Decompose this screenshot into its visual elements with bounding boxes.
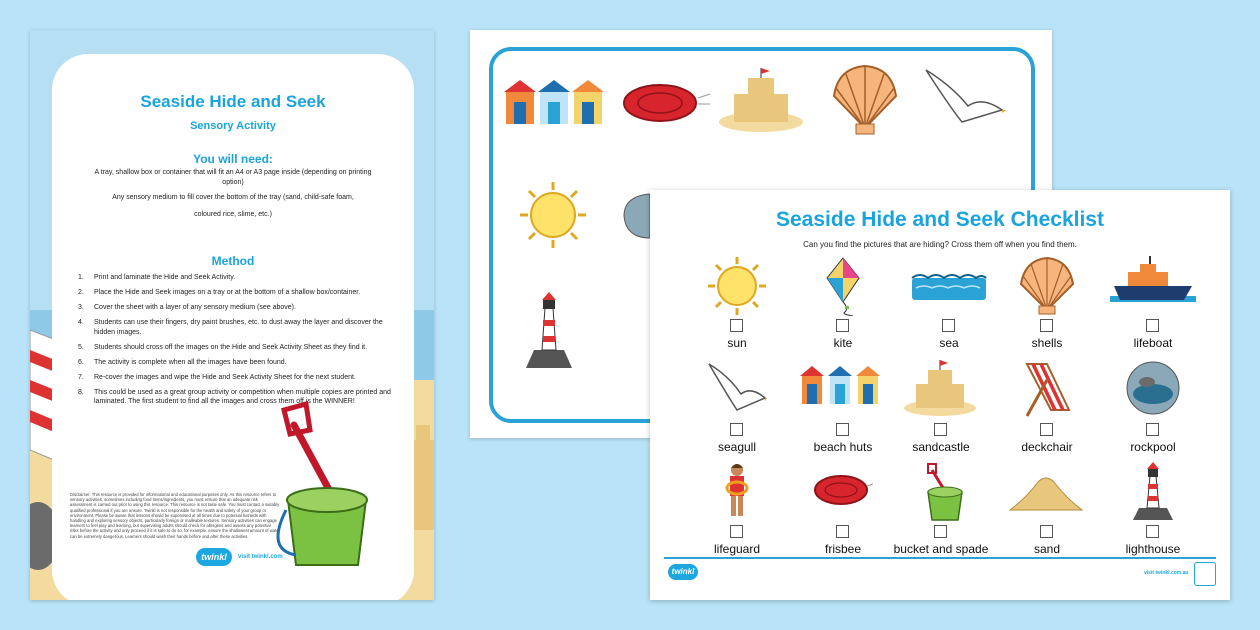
lighthouse-icon	[522, 292, 576, 370]
item-label: deckchair	[1021, 440, 1073, 454]
need-line: A tray, shallow box or container that will fit an A4 or A3 page inside (depending on printing	[94, 169, 372, 176]
checklist-item-sand	[994, 462, 1100, 562]
item-label: bucket and spade	[893, 542, 989, 556]
rockpool-icon	[1123, 360, 1183, 420]
checklist-title: Seaside Hide and Seek Checklist	[776, 208, 1104, 231]
visit-link: visit twinkl.com.au	[1144, 570, 1189, 576]
disclaimer-text: Disclaimer: This resource is provided for informational and educational purposes only. As this resource refers to sensory activities, sometimes including food items/ingredients, you must ensure that an adequate risk assessment is carried out prior to using this resource. This resource is not taste safe. You must contact a suitably qualified professional if you are unsure. Twinkl is not responsible for the health and safety of your group or environment. Please be aware that lessons should be supervised at all times due to potential hazards with handling and exploring sensory objects, particularly foreign or malleable textures. Sensory activities can engage learners to feel play and learning, but supervising adults should check for allergens and assess any potential risks before the activity and only proceed if it is safe to do so, for example, ensure the shallowest amount of water can be extremely dangerous. Learners should wash their hands before and after these activities.	[70, 492, 280, 539]
sun-icon	[707, 256, 767, 316]
method-step: 5. Students should cross off the images on the Hide and Seek Activity Sheet as they find it.	[78, 343, 368, 351]
need-line: coloured rice, slime, etc.)	[194, 211, 272, 218]
checklist-item-deckchair	[994, 360, 1100, 460]
beach-huts-icon	[502, 78, 608, 126]
method-step: 4. Students can use their fingers, dry paint brushes, etc. to dust away the layer and discover the hidden images.	[78, 319, 383, 336]
method-step: 6. The activity is complete when all the images have been found.	[78, 358, 287, 366]
seagull-icon	[707, 360, 767, 420]
checklist-item-shells	[994, 256, 1100, 356]
item-label: frisbee	[824, 542, 862, 556]
footer-divider	[664, 557, 1216, 559]
item-label: lifeguard	[713, 542, 761, 556]
item-label: lifeboat	[1133, 336, 1173, 350]
sandcastle-icon	[900, 360, 980, 420]
bucket-and-spade-icon	[918, 462, 978, 522]
method-step: 2. Place the Hide and Seek images on a tray or at the bottom of a shallow box/container.	[78, 289, 361, 296]
item-label: shells	[1031, 336, 1063, 350]
checklist-item-kite	[790, 256, 896, 356]
rockpool-icon	[620, 190, 650, 240]
checkbox[interactable]	[1040, 525, 1053, 538]
beach-huts-icon	[798, 360, 888, 420]
checklist-item-lifeboat	[1100, 256, 1206, 356]
kite-icon	[813, 256, 873, 316]
checklist-item-bucket-and-spade	[888, 462, 994, 562]
checklist-item-lifeguard	[684, 462, 790, 562]
checkbox[interactable]	[730, 525, 743, 538]
activity-title: Seaside Hide and Seek	[140, 92, 326, 111]
checklist-item-sun	[684, 256, 790, 356]
sun-icon	[518, 180, 588, 250]
shell-icon	[828, 64, 902, 136]
method-step: 3. Cover the sheet with a layer of any sensory medium (see above).	[78, 304, 296, 311]
checklist-item-seagull	[684, 360, 790, 460]
visit-link: visit twinkl.com	[238, 554, 283, 560]
lighthouse-icon	[1123, 462, 1183, 522]
checklist-sheet	[650, 190, 1230, 600]
item-label: sand	[1033, 542, 1061, 556]
checkbox[interactable]	[730, 423, 743, 436]
method-step: 1. Print and laminate the Hide and Seek Activity.	[78, 274, 236, 281]
checkbox[interactable]	[1040, 423, 1053, 436]
shell-icon	[1017, 256, 1077, 316]
bucket-and-spade-icon	[266, 400, 396, 570]
checklist-instruction: Can you find the pictures that are hiding? Cross them off when you find them.	[803, 240, 1077, 249]
method-step: 8. This could be used as a great group activity or competition when multiple copies are printed and laminated. The first student to find all the images and cross them off is the WINNER!	[78, 388, 391, 405]
checkbox[interactable]	[836, 319, 849, 332]
activity-instructions-sheet	[30, 30, 434, 600]
item-label: beach huts	[813, 440, 873, 454]
activity-subtitle: Sensory Activity	[190, 120, 276, 132]
method-steps-list	[78, 273, 398, 412]
sand-pile-icon	[1006, 462, 1086, 522]
item-label: sandcastle	[912, 440, 970, 454]
item-label: kite	[833, 336, 853, 350]
method-step: 7. Re-cover the images and wipe the Hide and Seek Activity Sheet for the next student.	[78, 373, 356, 381]
checklist-item-rockpool	[1100, 360, 1206, 460]
checkbox[interactable]	[934, 525, 947, 538]
you-will-need-heading: You will need:	[193, 152, 273, 166]
sandcastle-icon	[718, 66, 804, 132]
instructions-card	[52, 54, 414, 600]
checkbox[interactable]	[1146, 423, 1159, 436]
item-label: sun	[727, 336, 747, 350]
checkbox[interactable]	[1040, 319, 1053, 332]
frisbee-icon	[620, 80, 712, 126]
checkbox[interactable]	[1146, 319, 1159, 332]
checklist-item-lighthouse	[1100, 462, 1206, 562]
checkbox[interactable]	[942, 319, 955, 332]
checkbox[interactable]	[934, 423, 947, 436]
twinkl-logo: twinkl	[668, 564, 698, 580]
twinkl-logo: twinkl	[196, 548, 232, 566]
frisbee-icon	[813, 462, 873, 522]
need-line: Any sensory medium to fill cover the bottom of the tray (sand, child-safe foam,	[112, 194, 354, 201]
item-label: rockpool	[1130, 440, 1176, 454]
checklist-item-sandcastle	[888, 360, 994, 460]
need-line: option)	[222, 179, 244, 186]
badge-icon	[1194, 562, 1216, 586]
seagull-icon	[922, 66, 1006, 132]
checkbox[interactable]	[1146, 525, 1159, 538]
checkbox[interactable]	[836, 525, 849, 538]
item-label: sea	[939, 336, 959, 350]
checkbox[interactable]	[730, 319, 743, 332]
deckchair-icon	[1017, 360, 1077, 420]
sea-waves-icon	[910, 256, 988, 316]
item-label: seagull	[717, 440, 757, 454]
item-label: lighthouse	[1125, 542, 1181, 556]
method-heading: Method	[211, 254, 255, 268]
checkbox[interactable]	[836, 423, 849, 436]
lifeboat-icon	[1110, 256, 1196, 316]
lifeguard-icon	[707, 462, 767, 522]
